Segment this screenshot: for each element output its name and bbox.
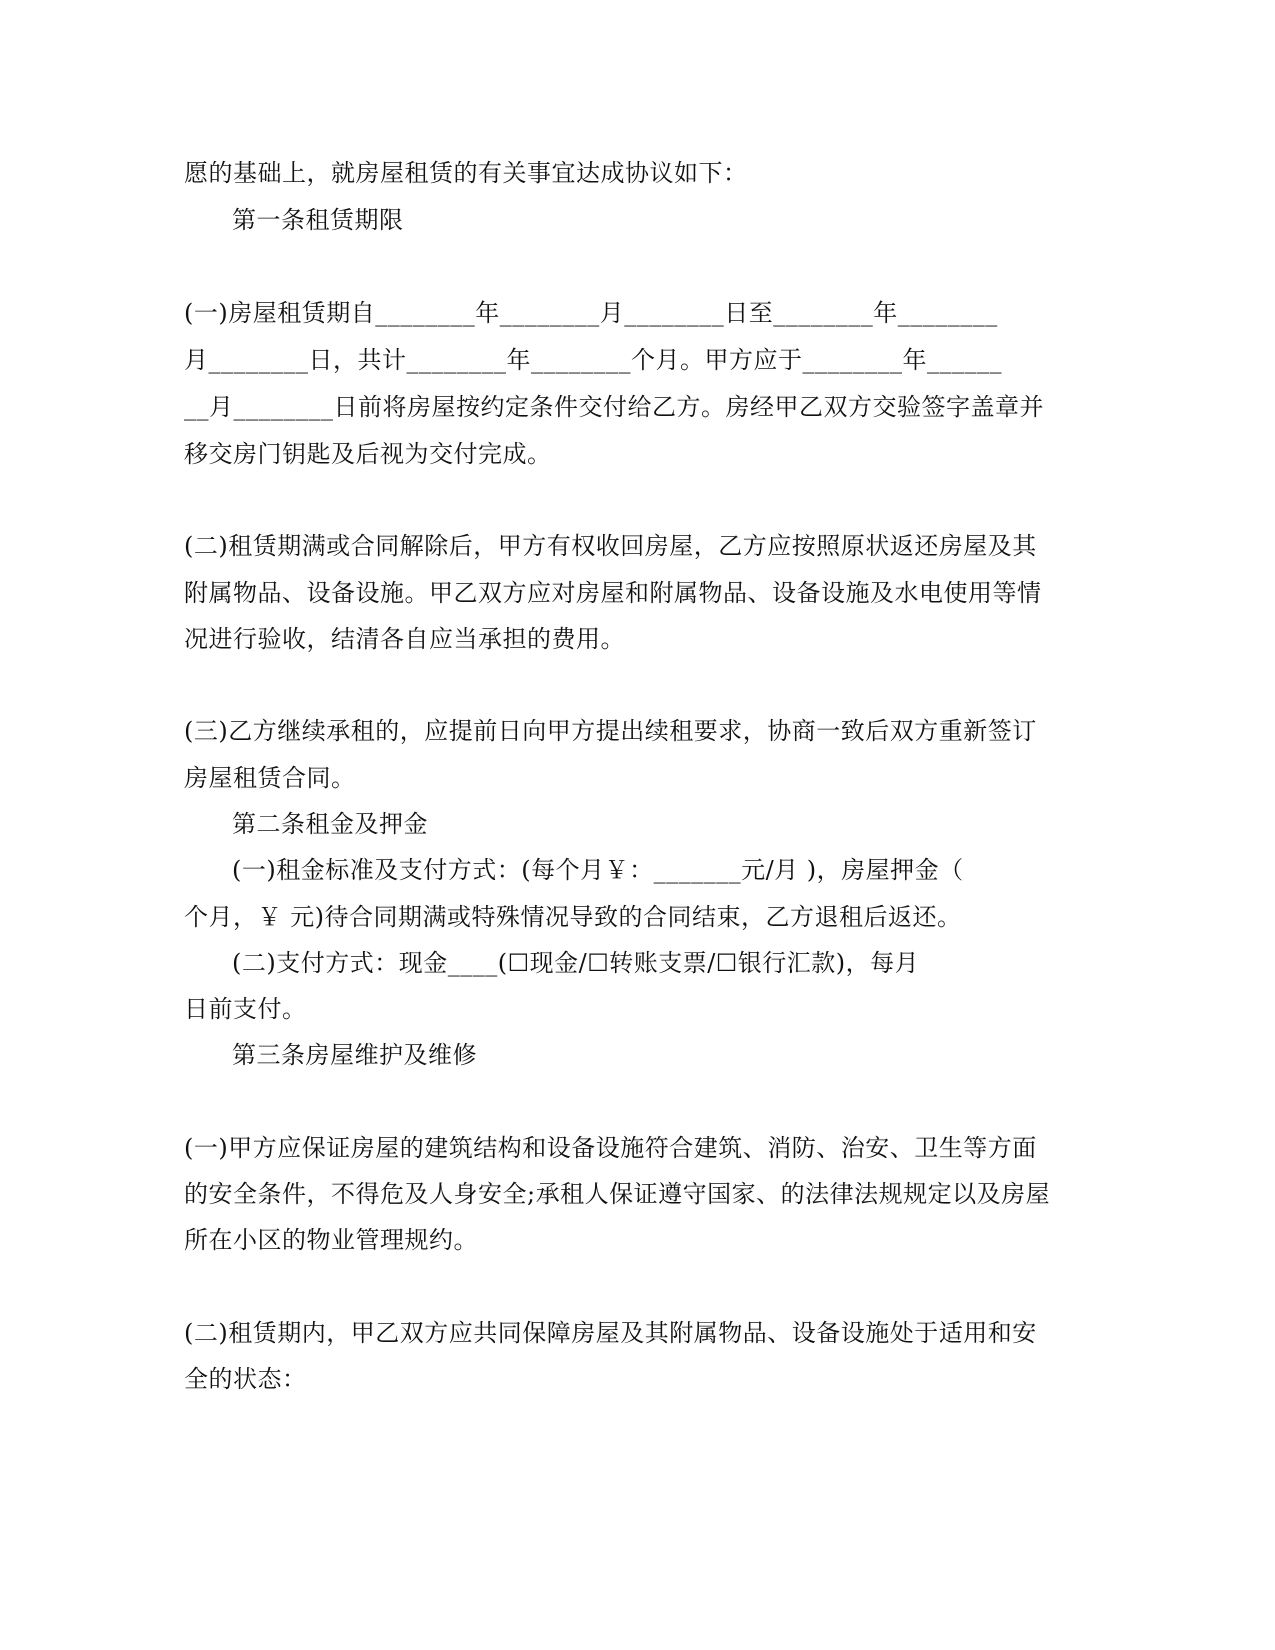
article1-item1-line2: 月________日，共计________年________个月。甲方应于________年______ [184,346,1002,374]
article1-item3-line1: (三)乙方继续承租的，应提前日向甲方提出续租要求，协商一致后双方重新签订 [184,717,1037,745]
article1-item2-line3: 况进行验收，结清各自应当承担的费用。 [184,625,625,653]
article1-item2-line2: 附属物品、设备设施。甲乙双方应对房屋和附属物品、设备设施及水电使用等情 [184,579,1042,607]
article1-item2-line1: (二)租赁期满或合同解除后，甲方有权收回房屋，乙方应按照原状返还房屋及其 [184,532,1037,560]
article2-heading: 第二条租金及押金 [232,810,428,838]
article3-item2-line2: 全的状态： [184,1365,307,1393]
article3-item1-line2: 的安全条件，不得危及人身安全;承租人保证遵守国家、的法律法规规定以及房屋 [184,1180,1051,1208]
article2-item2-line1: (二)支付方式：现金____(☐现金/☐转账支票/☐银行汇款)，每月 [232,949,920,977]
article3-item1-line1: (一)甲方应保证房屋的建筑结构和设备设施符合建筑、消防、治安、卫生等方面 [184,1134,1037,1162]
article3-item1-line3: 所在小区的物业管理规约。 [184,1226,478,1254]
article2-item1-line2: 个月，￥ 元)待合同期满或特殊情况导致的合同结束，乙方退租后返还。 [184,903,962,931]
intro-line: 愿的基础上，就房屋租赁的有关事宜达成协议如下： [184,159,748,187]
article1-item1-line3: __月________日前将房屋按约定条件交付给乙方。房经甲乙双方交验签字盖章并 [184,393,1044,421]
article1-item3-line2: 房屋租赁合同。 [184,764,356,792]
article3-item2-line1: (二)租赁期内，甲乙双方应共同保障房屋及其附属物品、设备设施处于适用和安 [184,1319,1037,1347]
article1-item1-line1: (一)房屋租赁期自________年________月________日至________年________ [184,299,998,327]
article2-item1-line1: (一)租金标准及支付方式：(每个月￥：_______元/月 )，房屋押金（ [232,856,964,884]
article2-item2-line2: 日前支付。 [184,995,307,1023]
article3-heading: 第三条房屋维护及维修 [232,1041,477,1069]
article1-heading: 第一条租赁期限 [232,206,404,234]
article1-item1-line4: 移交房门钥匙及后视为交付完成。 [184,440,552,468]
